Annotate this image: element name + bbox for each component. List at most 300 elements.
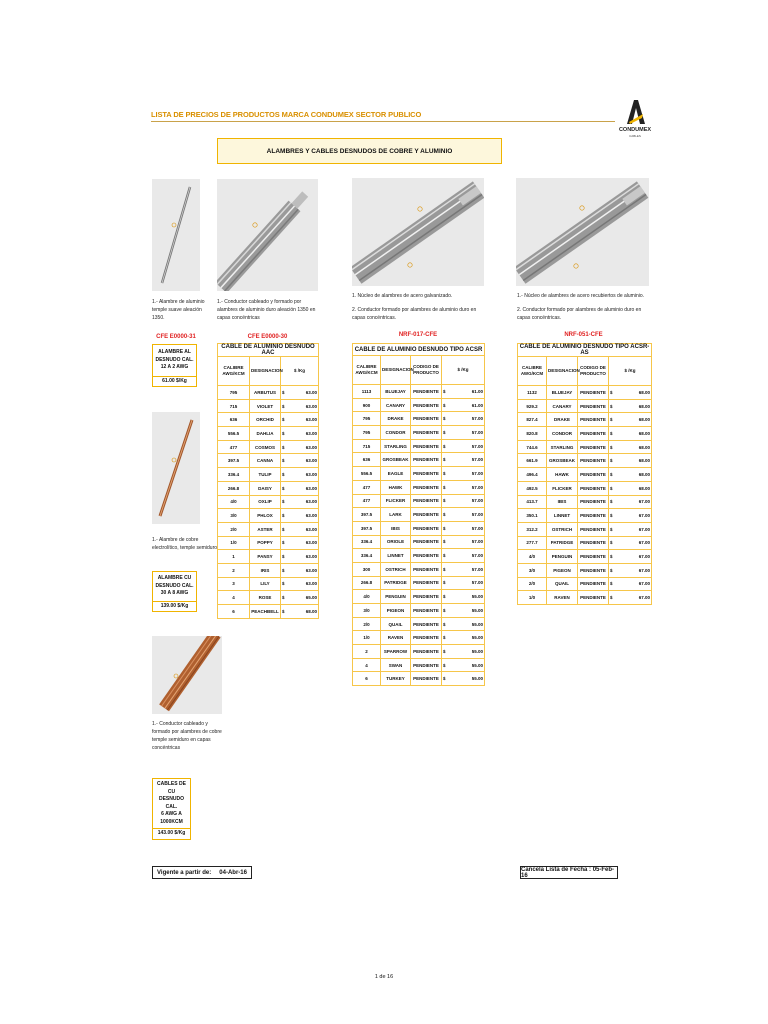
currency-symbol: $: [281, 413, 291, 427]
price-cell: 57.00: [452, 521, 485, 535]
table-cell: FLICKER: [381, 494, 411, 508]
table-cell: 715: [218, 399, 250, 413]
copper-cable-price-box: [152, 778, 191, 840]
box-line: 12 A 2 AWG: [160, 364, 189, 370]
table-cell: 336.4: [218, 468, 250, 482]
price-cell: 61.00: [452, 385, 485, 399]
currency-symbol: $: [609, 522, 619, 536]
table-row: [218, 522, 319, 536]
table-cell: PENDIENTE: [411, 658, 442, 672]
table-cell: CANNA: [250, 454, 281, 468]
table-cell: PENDIENTE: [578, 509, 609, 523]
table-cell: 900: [353, 398, 381, 412]
table-cell: 1/0: [353, 631, 381, 645]
price-cell: 68.00: [619, 481, 652, 495]
price-cell: 55.00: [452, 590, 485, 604]
table-cell: 827.4: [518, 413, 547, 427]
table-cell: DRAKE: [547, 413, 578, 427]
table-cell: PENDIENTE: [411, 439, 442, 453]
price-cell: 63.00: [291, 577, 319, 591]
table-cell: 266.8: [218, 481, 250, 495]
price-cell: 63.00: [291, 440, 319, 454]
table-row: [353, 398, 485, 412]
table-cell: 820.8: [518, 427, 547, 441]
svg-text:CABLES: CABLES: [629, 134, 641, 138]
table-cell: VIOLET: [250, 399, 281, 413]
box-line: ALAMBRE CU: [157, 575, 192, 581]
table-cell: TULIP: [250, 468, 281, 482]
table-row: [518, 481, 652, 495]
table-row: [518, 413, 652, 427]
table-cell: DRAKE: [381, 412, 411, 426]
table-cell: LINNET: [381, 549, 411, 563]
table-cell: OSTRICH: [547, 522, 578, 536]
table-row: [353, 631, 485, 645]
table-cell: HAWK: [547, 468, 578, 482]
table-cell: LILY: [250, 577, 281, 591]
table-row: [353, 658, 485, 672]
vigente-label: Vigente a partir de:: [157, 869, 212, 876]
price-cell: 63.00: [291, 454, 319, 468]
table-cell: PATRIDGE: [381, 576, 411, 590]
title-rule: [151, 121, 615, 122]
col-header-designacion: DESIGNACION: [250, 357, 281, 386]
norm-cfe-e0000-31: CFE E0000-31: [156, 334, 196, 340]
table-row: [218, 550, 319, 564]
table-cell: 556.5: [353, 467, 381, 481]
currency-symbol: $: [281, 563, 291, 577]
table-cell: 336.4: [353, 535, 381, 549]
table-cell: PENDIENTE: [411, 549, 442, 563]
table-cell: 300: [353, 562, 381, 576]
table-cell: HAWK: [381, 480, 411, 494]
table-row: [218, 386, 319, 400]
currency-symbol: $: [281, 605, 291, 619]
table-cell: OSTRICH: [381, 562, 411, 576]
price-cell: 67.00: [619, 509, 652, 523]
table-cell: 1113: [353, 385, 381, 399]
col-header-price: $ /Kg: [609, 357, 652, 386]
price-cell: 68.00: [619, 440, 652, 454]
table-cell: 397.5: [353, 521, 381, 535]
table-cell: ROSE: [250, 591, 281, 605]
currency-symbol: $: [442, 631, 452, 645]
table-cell: 2/0: [218, 522, 250, 536]
table-cell: PENDIENTE: [411, 508, 442, 522]
table-cell: 3/0: [518, 563, 547, 577]
table-row: [353, 467, 485, 481]
price-cell: 63.00: [291, 399, 319, 413]
currency-symbol: $: [281, 536, 291, 550]
table-cell: 929.2: [518, 399, 547, 413]
table-cell: IBIS: [547, 495, 578, 509]
table-cell: 715: [353, 439, 381, 453]
currency-symbol: $: [442, 645, 452, 659]
norm-nrf-017-cfe: NRF-017-CFE: [398, 332, 438, 338]
col-header-designacion: DESIGNACION: [547, 357, 578, 386]
table-cell: 636: [353, 453, 381, 467]
price-cell: 67.00: [619, 591, 652, 605]
table-row: [353, 562, 485, 576]
price-cell: 68.00: [291, 605, 319, 619]
table-cell: 795: [218, 386, 250, 400]
box-price: 143.00 $/Kg: [153, 828, 190, 839]
table-row: [518, 550, 652, 564]
col-header-calibre: CALIBRE AWG/KCM: [518, 357, 547, 386]
table-cell: 312.2: [518, 522, 547, 536]
price-cell: 63.00: [291, 563, 319, 577]
table-row: [518, 427, 652, 441]
currency-symbol: $: [281, 440, 291, 454]
table-cell: PENDIENTE: [411, 576, 442, 590]
table-cell: PENDIENTE: [578, 522, 609, 536]
price-cell: 67.00: [619, 577, 652, 591]
table-cell: LARK: [381, 508, 411, 522]
aac-cable-photo: [217, 179, 318, 291]
table-cell: 413.7: [518, 495, 547, 509]
table-cell: 477: [353, 494, 381, 508]
table-cell: COSMOS: [250, 440, 281, 454]
aluminum-wire-photo: [152, 179, 200, 291]
aluminum-wire-description: 1.- Alambre de aluminio temple suave aleación 1350.: [152, 299, 205, 321]
table-cell: 1: [218, 550, 250, 564]
currency-symbol: $: [609, 386, 619, 400]
currency-symbol: $: [609, 399, 619, 413]
table-cell: IBIS: [381, 521, 411, 535]
copper-wire-photo: [152, 412, 200, 524]
table-row: [353, 439, 485, 453]
table-cell: PENDIENTE: [411, 672, 442, 686]
table-row: [218, 591, 319, 605]
table-row: [353, 604, 485, 618]
currency-symbol: $: [609, 563, 619, 577]
box-price: 139.00 $/Kg: [153, 601, 196, 612]
table-cell: 556.5: [218, 427, 250, 441]
table-cell: PENDIENTE: [411, 590, 442, 604]
table-cell: 661.9: [518, 454, 547, 468]
table-row: [353, 535, 485, 549]
currency-symbol: $: [281, 481, 291, 495]
table-cell: PENDIENTE: [578, 495, 609, 509]
currency-symbol: $: [442, 521, 452, 535]
table-cell: 266.8: [353, 576, 381, 590]
table-cell: PENDIENTE: [411, 645, 442, 659]
table-row: [518, 454, 652, 468]
aluminum-wire-price-box: [152, 344, 197, 387]
acsr-as-description-2: 2. Conductor formado por alambres de aluminio duro en capas concéntricas.: [517, 307, 642, 321]
table-cell: PENDIENTE: [411, 426, 442, 440]
table-cell: OXLIP: [250, 495, 281, 509]
vigente-box: [152, 866, 252, 879]
table-cell: QUAIL: [547, 577, 578, 591]
table-cell: PENDIENTE: [578, 427, 609, 441]
price-cell: 67.00: [619, 536, 652, 550]
table-row: [218, 563, 319, 577]
price-cell: 67.00: [619, 495, 652, 509]
currency-symbol: $: [442, 426, 452, 440]
currency-symbol: $: [442, 576, 452, 590]
table-cell: DAHLIA: [250, 427, 281, 441]
table-row: [353, 385, 485, 399]
table-cell: 350.1: [518, 509, 547, 523]
table-cell: PENDIENTE: [578, 577, 609, 591]
table-cell: 477: [353, 480, 381, 494]
table-row: [218, 577, 319, 591]
table-cell: GROSBEAK: [381, 453, 411, 467]
price-cell: 68.00: [619, 399, 652, 413]
table-row: [353, 576, 485, 590]
table-row: [518, 509, 652, 523]
table-cell: 636: [218, 413, 250, 427]
table-cell: CANARY: [381, 398, 411, 412]
table-cell: PENDIENTE: [578, 536, 609, 550]
table-cell: CANARY: [547, 399, 578, 413]
col-header-codigo: CODIGO DE PRODUCTO: [578, 357, 609, 386]
table-row: [353, 508, 485, 522]
acsr-description-2: 2. Conductor formado por alambres de aluminio duro en capas concéntricas.: [352, 307, 477, 321]
col-header-calibre: CALIBRE AWG/KCM: [218, 357, 250, 386]
acsr-as-price-table: [517, 343, 652, 605]
copper-cable-photo: [152, 636, 222, 714]
table-cell: 1/0: [218, 536, 250, 550]
section-subtitle: ALAMBRES Y CABLES DESNUDOS DE COBRE Y ALUMINIO: [217, 138, 502, 164]
table-cell: PENDIENTE: [411, 535, 442, 549]
price-cell: 63.00: [291, 509, 319, 523]
table-cell: PENDIENTE: [578, 563, 609, 577]
currency-symbol: $: [442, 385, 452, 399]
table-cell: PANSY: [250, 550, 281, 564]
table-cell: BLUEJAY: [547, 386, 578, 400]
table-cell: 2: [353, 645, 381, 659]
table-cell: PIGEON: [381, 604, 411, 618]
price-cell: 57.00: [452, 576, 485, 590]
table-cell: 336.4: [353, 549, 381, 563]
table-cell: PENDIENTE: [578, 550, 609, 564]
table-cell: RAVEN: [547, 591, 578, 605]
currency-symbol: $: [609, 454, 619, 468]
currency-symbol: $: [609, 591, 619, 605]
table-cell: PENDIENTE: [411, 412, 442, 426]
aac-price-table: [217, 343, 319, 619]
table-row: [218, 495, 319, 509]
table-cell: PENDIENTE: [411, 494, 442, 508]
price-cell: 57.00: [452, 453, 485, 467]
currency-symbol: $: [442, 658, 452, 672]
table-cell: PENDIENTE: [578, 399, 609, 413]
currency-symbol: $: [442, 672, 452, 686]
table-cell: 496.4: [518, 468, 547, 482]
acsr-price-table: [352, 343, 485, 686]
table-cell: CONDOR: [381, 426, 411, 440]
currency-symbol: $: [442, 467, 452, 481]
col-header-designacion: DESIGNACION: [381, 356, 411, 385]
box-price: 61.00 $/Kg: [153, 376, 196, 387]
table-row: [353, 412, 485, 426]
page-number: 1 de 16: [374, 974, 394, 980]
table-cell: PENDIENTE: [578, 413, 609, 427]
price-cell: 63.00: [291, 481, 319, 495]
table-cell: 1132: [518, 386, 547, 400]
table-cell: PENDIENTE: [578, 454, 609, 468]
table-cell: 4/0: [353, 590, 381, 604]
table-row: [518, 563, 652, 577]
table-caption: CABLE DE ALUMINIO DESNUDO TIPO ACSR-AS: [518, 344, 652, 357]
copper-wire-description: 1.- Alambre de cobre electrolítico, temple semiduro: [152, 537, 218, 551]
table-cell: PENDIENTE: [578, 591, 609, 605]
table-caption: CABLE DE ALUMINIO DESNUDO AAC: [218, 344, 319, 357]
col-header-price: $ /Kg: [442, 356, 485, 385]
box-line: ALAMBRE AL: [158, 349, 191, 355]
table-cell: PENDIENTE: [578, 481, 609, 495]
acsr-as-description-1: 1.- Núcleo de alambres de acero recubiertos de aluminio.: [517, 293, 645, 299]
currency-symbol: $: [609, 481, 619, 495]
price-cell: 57.00: [452, 480, 485, 494]
table-row: [353, 521, 485, 535]
page-title: LISTA DE PRECIOS DE PRODUCTOS MARCA CONDUMEX SECTOR PUBLICO: [151, 110, 422, 119]
currency-symbol: $: [442, 494, 452, 508]
table-row: [353, 549, 485, 563]
acsr-as-cable-photo: [516, 178, 649, 286]
table-cell: PENDIENTE: [411, 562, 442, 576]
currency-symbol: $: [442, 480, 452, 494]
currency-symbol: $: [609, 536, 619, 550]
table-cell: PENDIENTE: [411, 385, 442, 399]
price-cell: 57.00: [452, 467, 485, 481]
col-header-price: $ /Kg: [281, 357, 319, 386]
table-row: [353, 617, 485, 631]
table-row: [518, 536, 652, 550]
table-cell: DAISY: [250, 481, 281, 495]
currency-symbol: $: [281, 550, 291, 564]
price-cell: 57.00: [452, 439, 485, 453]
price-cell: 55.00: [452, 631, 485, 645]
price-cell: 55.00: [452, 617, 485, 631]
currency-symbol: $: [281, 509, 291, 523]
table-row: [353, 645, 485, 659]
currency-symbol: $: [442, 439, 452, 453]
table-row: [518, 591, 652, 605]
price-cell: 57.00: [452, 494, 485, 508]
table-cell: PENDIENTE: [411, 617, 442, 631]
norm-nrf-051-cfe: NRF-051-CFE: [564, 332, 603, 338]
currency-symbol: $: [609, 550, 619, 564]
currency-symbol: $: [442, 562, 452, 576]
table-row: [353, 453, 485, 467]
table-cell: RAVEN: [381, 631, 411, 645]
table-cell: FLICKER: [547, 481, 578, 495]
currency-symbol: $: [281, 591, 291, 605]
condumex-logo: [612, 96, 658, 140]
table-cell: 6: [353, 672, 381, 686]
table-row: [218, 399, 319, 413]
table-row: [518, 399, 652, 413]
table-cell: 3: [218, 577, 250, 591]
table-row: [518, 577, 652, 591]
currency-symbol: $: [281, 386, 291, 400]
currency-symbol: $: [442, 549, 452, 563]
currency-symbol: $: [442, 398, 452, 412]
box-line: DESNUDO CAL.: [155, 582, 194, 589]
price-cell: 57.00: [452, 549, 485, 563]
price-cell: 68.00: [619, 413, 652, 427]
table-cell: 397.5: [218, 454, 250, 468]
currency-symbol: $: [281, 577, 291, 591]
table-row: [218, 605, 319, 619]
table-cell: 4: [218, 591, 250, 605]
table-row: [518, 468, 652, 482]
table-cell: ASTER: [250, 522, 281, 536]
price-cell: 63.00: [291, 468, 319, 482]
table-cell: CONDOR: [547, 427, 578, 441]
table-cell: PEACHBELL: [250, 605, 281, 619]
table-row: [353, 590, 485, 604]
table-cell: QUAIL: [381, 617, 411, 631]
currency-symbol: $: [442, 508, 452, 522]
table-cell: 492.5: [518, 481, 547, 495]
table-row: [218, 413, 319, 427]
cancela-text: Cancela Lista de Fecha : 05-Feb-16: [521, 866, 615, 879]
price-cell: 55.00: [452, 672, 485, 686]
table-cell: PENDIENTE: [578, 440, 609, 454]
currency-symbol: $: [609, 413, 619, 427]
table-cell: ORIOLE: [381, 535, 411, 549]
table-row: [518, 440, 652, 454]
table-row: [218, 468, 319, 482]
table-cell: 4: [353, 658, 381, 672]
table-cell: PENDIENTE: [411, 467, 442, 481]
table-cell: ARBUTUS: [250, 386, 281, 400]
box-line: 1000KCM: [160, 818, 183, 825]
table-row: [218, 454, 319, 468]
norm-cfe-e0000-30: CFE E0000-30: [247, 334, 288, 340]
price-cell: 68.00: [619, 454, 652, 468]
vigente-date: 04-Abr-16: [219, 869, 247, 876]
currency-symbol: $: [281, 522, 291, 536]
table-cell: 795: [353, 412, 381, 426]
table-cell: SWAN: [381, 658, 411, 672]
price-cell: 57.00: [452, 562, 485, 576]
table-cell: 1/0: [518, 591, 547, 605]
box-line: 6 AWG A: [161, 811, 182, 817]
price-cell: 63.00: [291, 427, 319, 441]
table-cell: LINNET: [547, 509, 578, 523]
currency-symbol: $: [442, 590, 452, 604]
currency-symbol: $: [442, 617, 452, 631]
table-cell: 2: [218, 563, 250, 577]
table-row: [218, 440, 319, 454]
table-row: [353, 672, 485, 686]
col-header-codigo: CODIGO DE PRODUCTO: [411, 356, 442, 385]
price-cell: 55.00: [452, 645, 485, 659]
price-cell: 63.00: [291, 386, 319, 400]
table-cell: PENDIENTE: [411, 480, 442, 494]
table-cell: PENGUIN: [547, 550, 578, 564]
currency-symbol: $: [281, 495, 291, 509]
currency-symbol: $: [281, 427, 291, 441]
table-cell: 3/0: [218, 509, 250, 523]
table-cell: 4/0: [218, 495, 250, 509]
currency-symbol: $: [442, 453, 452, 467]
box-line: 30 A 8 AWG: [160, 590, 189, 596]
aac-description: 1.- Conductor cableado y formado por alambres de aluminio duro aleación 1350 en capas concéntricas: [217, 299, 316, 321]
currency-symbol: $: [442, 535, 452, 549]
currency-symbol: $: [609, 440, 619, 454]
table-cell: 4/0: [518, 550, 547, 564]
table-cell: PENDIENTE: [411, 453, 442, 467]
price-cell: 63.00: [291, 495, 319, 509]
price-cell: 61.00: [452, 398, 485, 412]
table-row: [518, 495, 652, 509]
